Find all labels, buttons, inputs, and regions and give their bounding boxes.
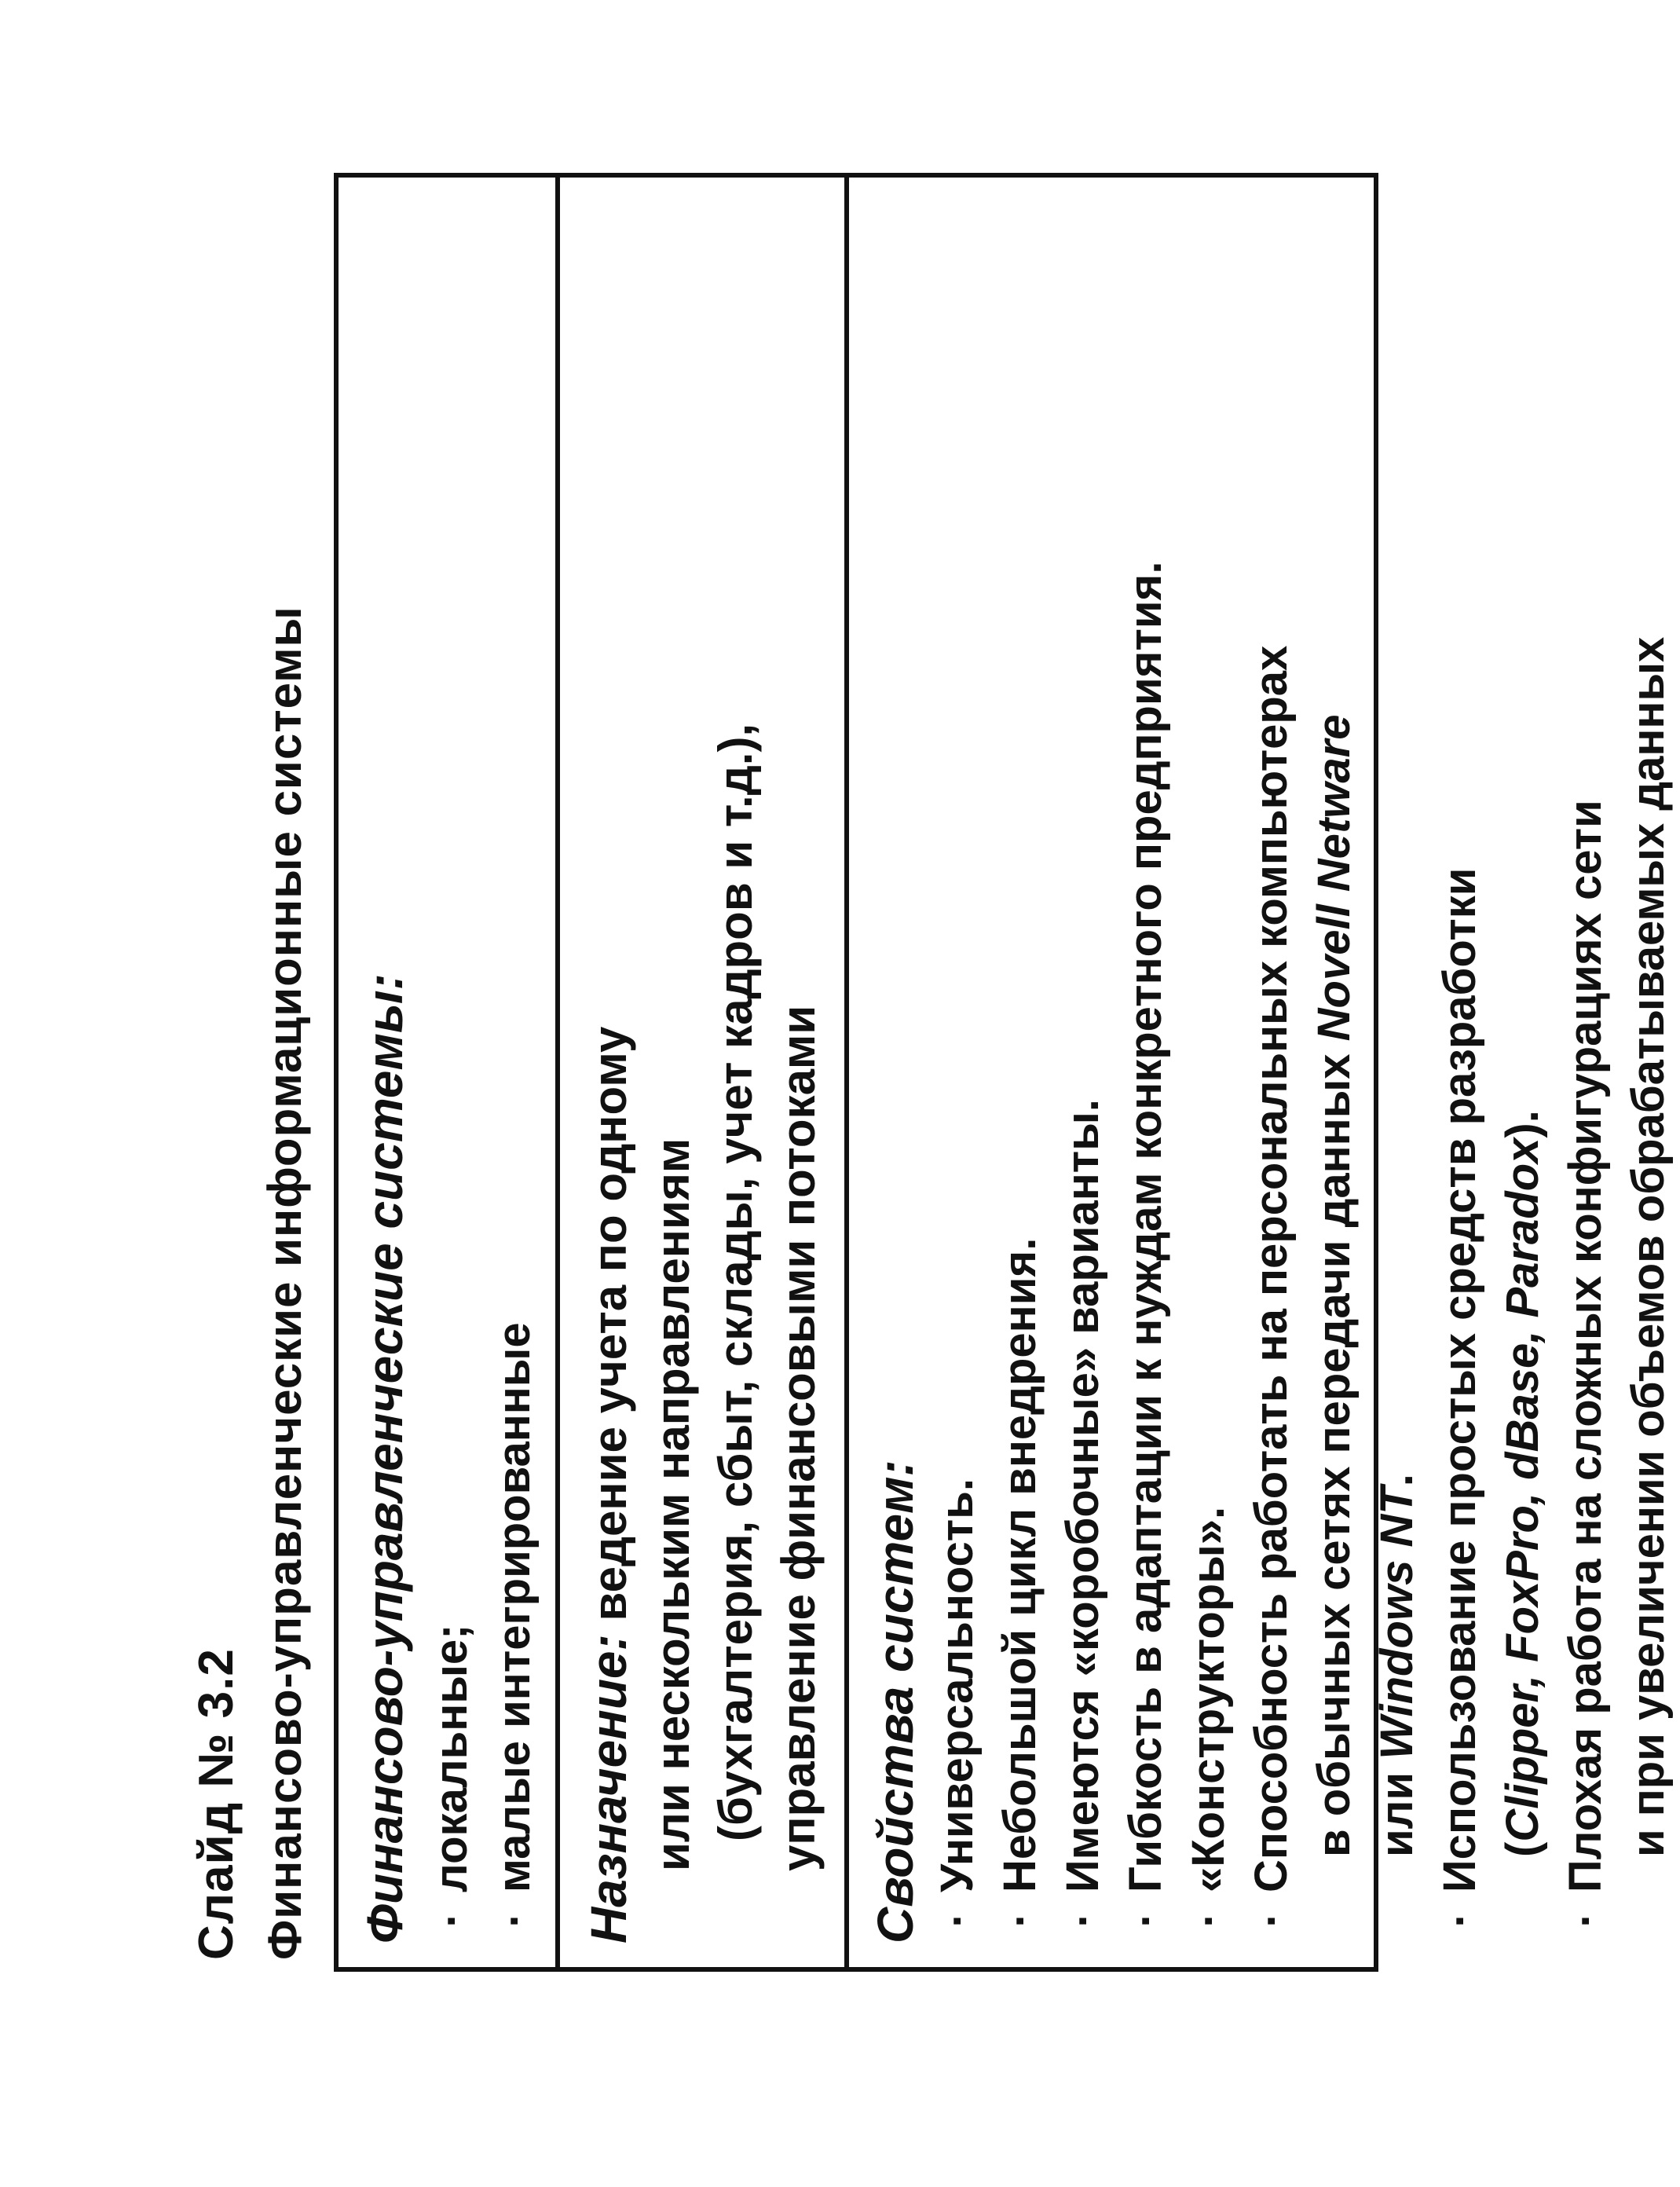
list-item-continuation: и при увеличении объемов обрабатываемых данных — [1623, 636, 1674, 1857]
list-item-continuation: или Windows NT. — [1371, 1474, 1422, 1857]
types-list — [420, 1322, 546, 1936]
list-item: · Универсальность. — [926, 562, 989, 1936]
bullet: · — [426, 1912, 477, 1928]
section-heading: Свойства систем: — [867, 1460, 924, 1943]
purpose-line-2: или нескольким направлениям — [646, 1137, 699, 1871]
properties-list — [926, 562, 1680, 1936]
bullet: · — [932, 1912, 983, 1928]
list-item: · Небольшой цикл внедрения. — [989, 562, 1052, 1936]
section-purpose — [560, 178, 849, 1967]
purpose-line-1: Назначение: ведение учета по одному — [580, 1026, 637, 1943]
list-item: · Способность работать на персональных компьютерах в обычных сетях передачи данных Novell Netware или Windows NT. — [1240, 562, 1429, 1936]
list-item: · Плохая работа на сложных конфигурациях сети и при увеличении объемов обрабатываемых данных — [1554, 562, 1680, 1936]
slide — [181, 141, 1674, 2027]
slide-number: Слайд № 3.2 — [189, 1648, 243, 1960]
list-item: · «Конструкторы». — [1177, 562, 1240, 1936]
bullet: · — [1057, 1912, 1108, 1928]
bullet: · — [1246, 1912, 1297, 1928]
section-system-types — [339, 178, 560, 1967]
list-item: · малые интегрированные — [483, 1322, 546, 1936]
bullet: · — [1434, 1912, 1485, 1928]
bullet: · — [1183, 1912, 1234, 1928]
slide-title: Финансово-управленческие информационные системы — [258, 606, 311, 1960]
purpose-line-3: (бухгалтерия, сбыт, склады, учет кадров и т.д.), — [709, 723, 762, 1841]
list-item: · Имеются «коробочные» варианты. — [1052, 562, 1115, 1936]
purpose-text — [577, 724, 830, 1943]
section-heading: Финансово-управленческие системы: — [357, 973, 413, 1943]
purpose-line-4: управление финансовыми потоками — [772, 1005, 825, 1871]
list-item: · локальные; — [420, 1322, 483, 1936]
bullet: · — [489, 1912, 540, 1928]
list-item-continuation: (Clipper, FoxPro, dBase, Paradox). — [1497, 1110, 1548, 1857]
list-item-continuation: в обычных сетях передачи данных Novell Netware — [1308, 714, 1360, 1857]
section-properties — [849, 178, 1674, 1967]
content-frame — [334, 173, 1674, 1972]
bullet: · — [1560, 1912, 1611, 1928]
bullet: · — [1120, 1912, 1171, 1928]
bullet: · — [994, 1912, 1045, 1928]
list-item: · Гибкость в адаптации к нуждам конкретного предприятия. — [1115, 562, 1177, 1936]
list-item: · Использование простых средств разработки (Clipper, FoxPro, dBase, Paradox). — [1429, 562, 1554, 1936]
